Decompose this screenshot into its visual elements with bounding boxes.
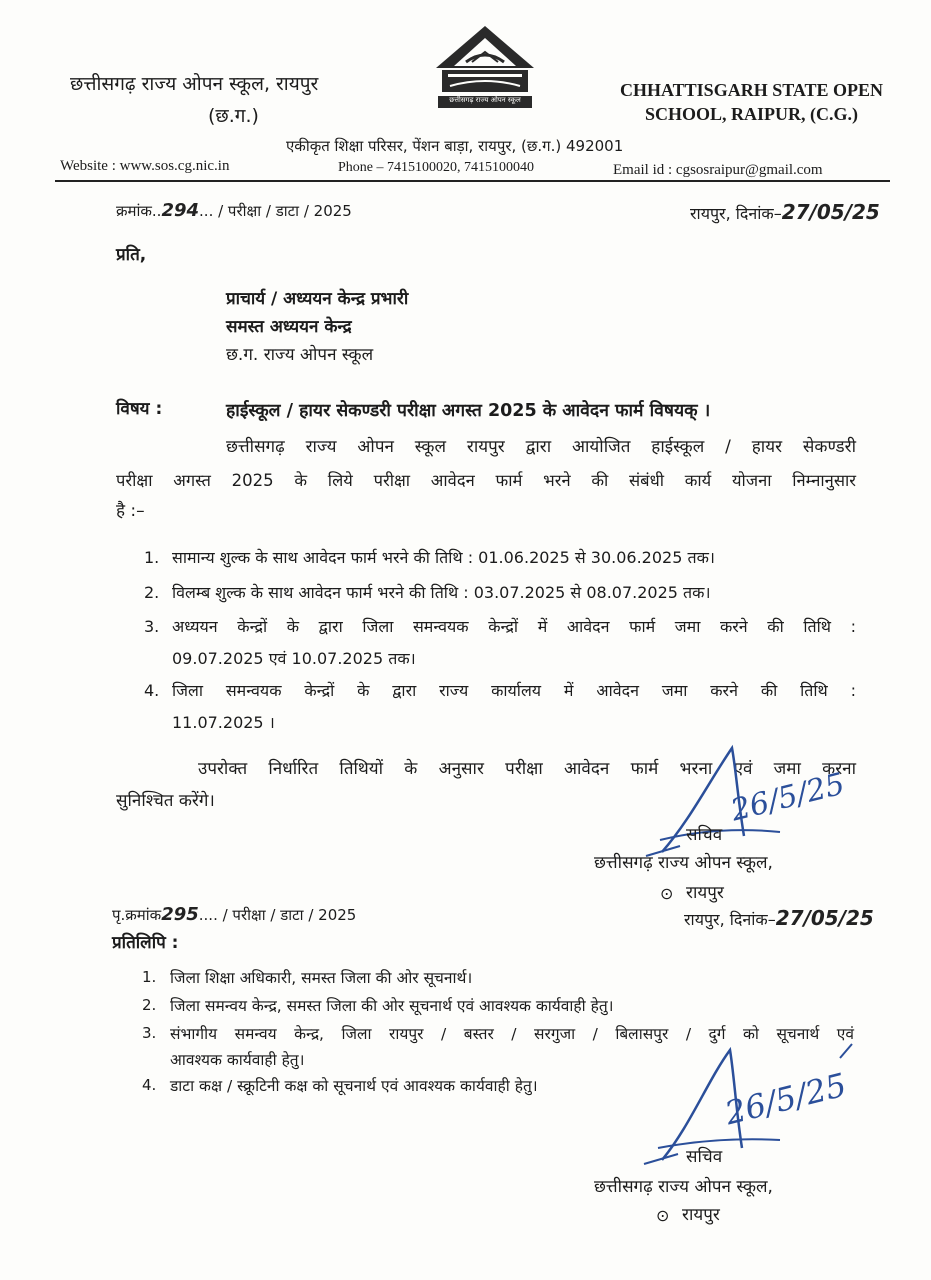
copy-item: संभागीय समन्वय केन्द्र, जिला रायपुर / बस्तर / सरगुजा / बिलासपुर / दुर्ग को सूचनार्थ एवं <box>170 1025 854 1043</box>
org-email: Email id : cgsosraipur@gmail.com <box>613 162 823 178</box>
copy-item-number: 1. <box>142 968 157 986</box>
org-logo <box>430 22 540 114</box>
logo-caption: छत्तीसगढ़ राज्य ओपन स्कूल <box>449 96 521 104</box>
signature-2-city: रायपुर <box>682 1205 720 1225</box>
body-para1-line2: परीक्षा अगस्त 2025 के लिये परीक्षा आवेदन फार्म भरने की संबंधी कार्य योजना निम्नानुसार <box>116 471 856 490</box>
list-item: सामान्य शुल्क के साथ आवेदन फार्म भरने की तिथि : 01.06.2025 से 30.06.2025 तक। <box>172 548 715 567</box>
org-address <box>286 136 623 156</box>
subject-label: विषय : <box>116 399 163 419</box>
copy-item: जिला शिक्षा अधिकारी, समस्त जिला की ओर सूचनार्थ। <box>170 969 473 987</box>
body-para1-line1: छत्तीसगढ़ राज्य ओपन स्कूल रायपुर द्वारा आयोजित हाईस्कूल / हायर सेकण्डरी <box>226 437 856 457</box>
copy-item-number: 3. <box>142 1024 157 1042</box>
signature-2-org: छत्तीसगढ़ राज्य ओपन स्कूल, <box>594 1177 773 1197</box>
body-para2-line1: उपरोक्त निर्धारित तिथियों के अनुसार परीक्षा आवेदन फार्म भरना एवं जमा करना <box>198 759 856 779</box>
signature-1-date: 26/5/25 <box>727 766 849 829</box>
reference-date-line <box>690 200 880 224</box>
list-item: जिला समन्वयक केन्द्रों के द्वारा राज्य कार्यालय में आवेदन जमा करने की तिथि : <box>172 681 856 700</box>
org-name-english-line2: SCHOOL, RAIPUR, (C.G.) <box>645 104 859 124</box>
list-item: अध्ययन केन्द्रों के द्वारा जिला समन्वयक केन्द्रों में आवेदन फार्म जमा करने की तिथि : <box>172 617 856 636</box>
org-phone: Phone – 7415100020, 7415100040 <box>338 160 534 175</box>
copy-item-number: 4. <box>142 1076 157 1094</box>
reference-number: 294 <box>161 200 200 221</box>
signature-1-title: सचिव <box>686 825 723 845</box>
copy-reference-number: 295 <box>161 904 199 925</box>
reference-number-line: क्रमांक..294... / परीक्षा / डाटा / 2025 <box>116 200 352 221</box>
reference-date-label: रायपुर, दिनांक– <box>690 204 782 223</box>
signature-1-mark: ⊙ <box>660 884 674 903</box>
address-pincode: 492001 <box>566 137 624 155</box>
copy-date: 27/05/25 <box>775 906 874 930</box>
reference-prefix: क्रमांक <box>116 202 152 220</box>
org-name-hindi: छत्तीसगढ़ राज्य ओपन स्कूल, रायपुर <box>70 73 319 95</box>
list-item-continuation: 11.07.2025 । <box>172 713 275 732</box>
org-website: Website : www.sos.cg.nic.in <box>60 158 230 174</box>
list-item-number: 1. <box>144 548 160 567</box>
list-item-number: 3. <box>144 617 160 636</box>
copy-reference-suffix: / परीक्षा / डाटा / 2025 <box>222 906 357 924</box>
copy-label: प्रतिलिपि : <box>112 933 179 953</box>
signature-2-mark: ⊙ <box>656 1206 670 1225</box>
reference-suffix: / परीक्षा / डाटा / 2025 <box>218 202 352 220</box>
header-divider <box>55 180 890 182</box>
copy-item: जिला समन्वय केन्द्र, समस्त जिला की ओर सूचनार्थ एवं आवश्यक कार्यवाही हेतु। <box>170 997 614 1015</box>
recipient-line1: प्राचार्य / अध्ययन केन्द्र प्रभारी <box>226 289 409 309</box>
body-para2-line2: सुनिश्चित करेंगे। <box>116 791 215 811</box>
recipient-to: प्रति, <box>116 245 147 265</box>
copy-item-continuation: आवश्यक कार्यवाही हेतु। <box>170 1051 305 1069</box>
copy-date-label: रायपुर, दिनांक– <box>684 910 776 929</box>
copy-item: डाटा कक्ष / स्क्रूटिनी कक्ष को सूचनार्थ एवं आवश्यक कार्यवाही हेतु। <box>170 1077 538 1095</box>
org-name-english-line1: CHHATTISGARH STATE OPEN <box>620 80 884 100</box>
org-state-hindi: (छ.ग.) <box>208 105 259 127</box>
signature-1-org: छत्तीसगढ़ राज्य ओपन स्कूल, <box>594 853 773 873</box>
signature-2-title: सचिव <box>686 1147 723 1167</box>
list-item-number: 4. <box>144 681 160 700</box>
subject-text: हाईस्कूल / हायर सेकण्डरी परीक्षा अगस्त 2025 के आवेदन फार्म विषयक् । <box>226 401 711 421</box>
body-para1-line3: है :– <box>116 501 145 521</box>
copy-reference-prefix: पृ.क्रमांक <box>112 906 162 924</box>
copy-date-line <box>684 906 874 930</box>
reference-date: 27/05/25 <box>781 200 880 224</box>
signature-1-city: रायपुर <box>686 883 724 903</box>
recipient-line2: समस्त अध्ययन केन्द्र <box>226 317 352 337</box>
signature-2-date: 26/5/25 <box>721 1065 851 1133</box>
list-item-number: 2. <box>144 583 160 602</box>
address-text: एकीकृत शिक्षा परिसर, पेंशन बाड़ा, रायपुर, (छ.ग.) <box>286 137 562 155</box>
copy-reference-line: पृ.क्रमांक295.... / परीक्षा / डाटा / 2025 <box>112 904 357 925</box>
copy-item-number: 2. <box>142 996 157 1014</box>
list-item-continuation: 09.07.2025 एवं 10.07.2025 तक। <box>172 649 416 668</box>
recipient-line3: छ.ग. राज्य ओपन स्कूल <box>226 345 374 365</box>
list-item: विलम्ब शुल्क के साथ आवेदन फार्म भरने की तिथि : 03.07.2025 से 08.07.2025 तक। <box>172 583 711 602</box>
